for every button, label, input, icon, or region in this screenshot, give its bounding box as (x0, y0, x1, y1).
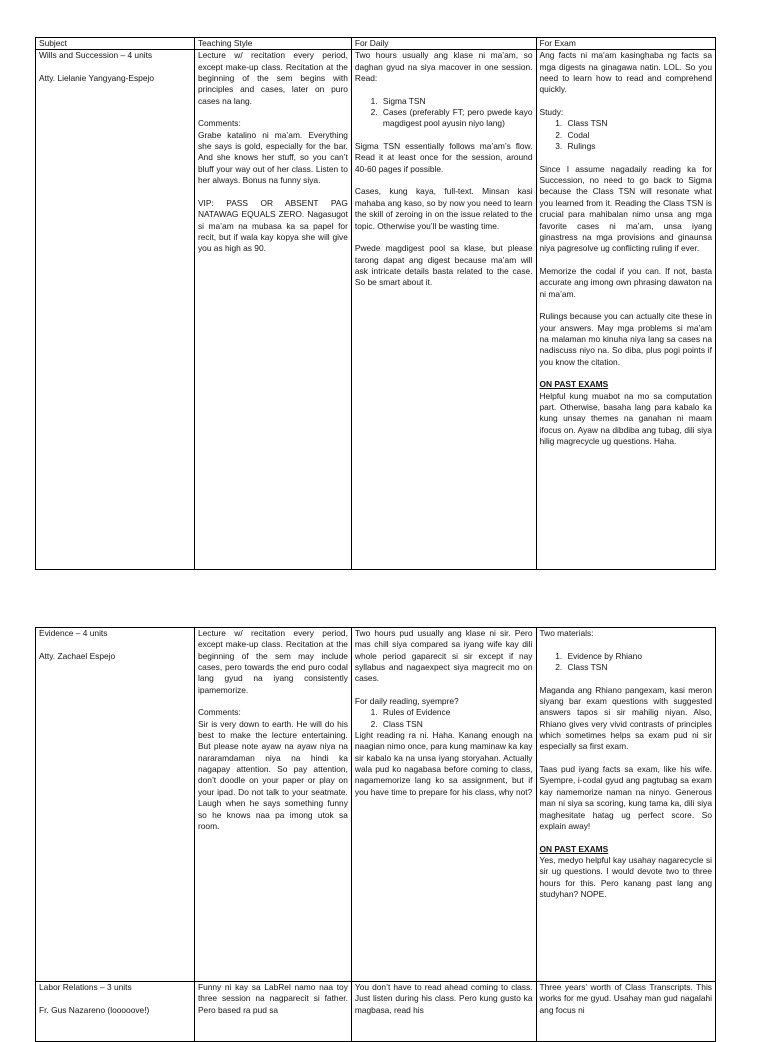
exam-text: Taas pud iyang facts sa exam, like his wife. Syempre, i-codal gyud ang pagtubag sa exam kay namemorize naman na ninyo. Generous man ni siya sa scoring, kung tama ka, dili siya maghesitate hatag ug perfect score. So explain away! (539, 764, 712, 831)
evidence-daily-cell (351, 628, 536, 982)
exam-text: Three years’ worth of Class Transcripts. This works for me gyud. Usahay man gud nagalahi ang focus ni (539, 982, 712, 1015)
style-text: Lecture w/ recitation every period, except make-up class. Recitation at the beginning of the sem begins with principles and cases, later on puro cases na lang. (197, 50, 348, 106)
list-item: 2. Codal (565, 130, 713, 141)
exam-text: Helpful kung muabot na mo sa computation part. Otherwise, basaha lang para kabalo ka kung unsay themes na ganahan ni maam ifocus on. Ayaw na dibdiba ang tubag, dili siya hilig magrecycle ug questions. Haha. (539, 390, 712, 447)
wills-subject-cell (36, 50, 195, 570)
header-row (36, 38, 716, 50)
daily-text: Light reading ra ni. Haha. Kanang enough na naagian nimo once, para kung maminaw ka kay sir kabalo ka na unsa iyang storyahan. Actually wala pud ko nagabasa before coming to class, nagamemorize lang ko sa assignment, but if you have time to prepare for his class, why not? (354, 730, 533, 797)
daily-intro: Two hours pud usually ang klase ni sir. Pero mas chill siya compared sa iyang wife kay dili whole period gaparecit si sir except if nay syllabus and nagaexpect siya magrecit mo on cases. (354, 628, 533, 684)
materials-list (540, 651, 713, 674)
daily-text: Sigma TSN essentially follows ma’am’s flow. Read it at least once for the session, around 40-60 pages if possible. (354, 141, 533, 174)
subject-title: Wills and Succession – 4 units (39, 50, 153, 61)
list-item: 2. Class TSN (380, 719, 533, 730)
daily-text: For daily reading, syempre? (354, 696, 459, 707)
evidence-style-cell (194, 628, 351, 982)
evidence-row (36, 628, 716, 982)
labor-daily-cell (351, 982, 536, 1042)
exam-text: Maganda ang Rhiano pangexam, kasi meron siyang bar exam questions with suggested answers tapos si sir mahilig niyan. Also, Rhiano gives very vivid contrasts of principles which sometimes helps sa exam pud ni sir especially sa first exam. (539, 684, 712, 752)
labor-exam-cell (536, 982, 716, 1042)
wills-exam-cell (536, 50, 716, 570)
evidence-subject-cell (36, 628, 195, 982)
labor-style-cell (194, 982, 351, 1042)
daily-text: Cases, kung kaya, full-text. Minsan kasi mahaba ang kaso, so by now you need to learn the skill of zeroing in on the issue related to the topic. Otherwise you’ll be wasting time. (354, 186, 533, 231)
list-item: 1. Evidence by Rhiano (565, 651, 713, 662)
professor-name: Atty. Zachael Espejo (39, 650, 116, 661)
evidence-table (35, 627, 716, 1042)
exam-text: Yes, medyo helpful kay usahay nagarecycle si sir ug questions. I would devote two to three hours for this. Pero kanang past lang ang studyhan? NOPE. (539, 854, 712, 899)
labor-subject-cell (36, 982, 195, 1042)
professor-name: Atty. Lielanie Yangyang-Espejo (39, 73, 154, 84)
exam-text: Ang facts ni ma’am kasinghaba ng facts sa mga digests na ginagawa natin. LOL. So you need to learn how to read and comprehend quickly. (539, 50, 712, 95)
style-text: Funny ni kay sa LabRel namo naa toy three session na nagparecit si father. Pero based ra pud sa (197, 982, 348, 1015)
exam-text: Since I assume nagadaily reading ka for Succession, no need to go back to Sigma because the Class TSN will resonate what you learned from it. Reading the Class TSN is crucial para mahibalan nimo unsa ang mga favorite cases ni ma’am, unsa iyang ginastress na mga provisions and ginaunsa niya pagresolve ug conflicting ruling if ever. (539, 163, 712, 254)
wills-daily-cell (351, 50, 536, 570)
header-subject: Subject (36, 38, 195, 50)
study-label: Study: (539, 107, 564, 118)
evidence-exam-cell (536, 628, 716, 982)
comments-label: Comments: (197, 118, 241, 129)
header-teaching-style: Teaching Style (194, 38, 351, 50)
list-item: 1. Rules of Evidence (380, 707, 533, 718)
comments-label: Comments: (197, 707, 241, 718)
daily-intro: Two hours usually ang klase ni ma’am, so daghan gyud na siya macover in one session. Read: (354, 50, 533, 84)
daily-text: You don’t have to read ahead coming to class. Just listen during his class. Pero kung gusto ka magbasa, read his (354, 982, 533, 1015)
list-item: 1. Class TSN (565, 118, 713, 129)
comments-text: Grabe katalino ni ma’am. Everything she says is gold, especially for the bar. And she knows her stuff, so you can’t bluff your way out of her class. Listen to her always. Bonus na funny siya. (197, 129, 348, 186)
professor-name: Fr. Gus Nazareno (looooove!) (39, 1004, 150, 1015)
past-exams-heading: ON PAST EXAMS (539, 843, 609, 854)
wills-row (36, 50, 716, 570)
comments-text: Sir is very down to earth. He will do his best to make the lecture entertaining. But please note ayaw na ayaw niya na nararamdaman niya na hindi ka nagapay attention. So pay attention, don’t doodle on your paper or play on your ipad. Do not talk to your seatmate. Laugh when he says something funny so he knows naa pa imong utok sa room. (197, 718, 348, 831)
header-for-daily: For Daily (351, 38, 536, 50)
subject-title: Evidence – 4 units (39, 628, 108, 638)
vip-text: VIP: PASS OR ABSENT PAG NATAWAG EQUALS ZERO. Nagasugot si ma’am na mubasa ka sa papel for recit, but if wala kay kopya she will give you as high as 90. (197, 197, 348, 254)
list-item: 2. Cases (preferably FT; pero pwede kayo magdigest pool ayusin niyo lang) (380, 107, 533, 130)
wills-table (35, 37, 716, 570)
header-for-exam: For Exam (536, 38, 716, 50)
exam-text: Two materials: (539, 628, 594, 638)
daily-reading-list (355, 96, 533, 130)
subject-title: Labor Relations – 3 units (39, 982, 132, 992)
list-item: 3. Rulings (565, 141, 713, 152)
style-text: Lecture w/ recitation every period, except make-up class. Recitation at the beginning of the sem may include cases, pero towards the end puro codal lang gyud na iyang consistently ipamemorize. (197, 628, 348, 695)
list-item: 2. Class TSN (565, 662, 713, 673)
wills-style-cell (194, 50, 351, 570)
daily-text: Pwede magdigest pool sa klase, but please tarong dapat ang digest because ma’am will ask intricate details basta related to the case. So be smart about it. (354, 243, 533, 288)
labor-row (36, 982, 716, 1042)
daily-reading-list (355, 707, 533, 730)
past-exams-heading: ON PAST EXAMS (539, 379, 609, 390)
study-list (540, 118, 713, 152)
exam-text: Memorize the codal if you can. If not, basta accurate ang imong own phrasing dawaton na ni ma’am. (539, 265, 712, 299)
exam-text: Rulings because you can actually cite these in your answers. May mga problems si ma’am na malaman mo kinuha niya lang sa cases na nadiscuss niyo na. So diba, plus pogi points if you know the citation. (539, 311, 712, 367)
list-item: 1. Sigma TSN (380, 96, 533, 107)
